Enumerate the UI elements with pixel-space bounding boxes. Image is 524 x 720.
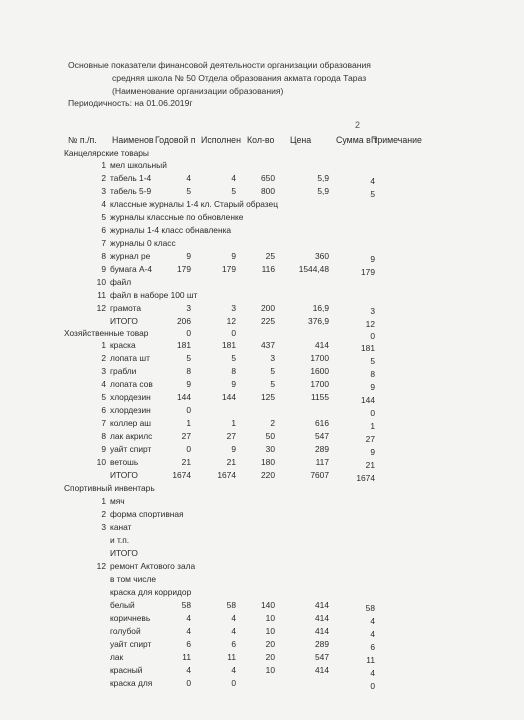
table-row: [0, 509, 524, 521]
cell-plan: 5: [186, 186, 191, 196]
cell-done: 9: [231, 251, 236, 261]
cell-done: 5: [231, 353, 236, 363]
row-number: 12: [96, 303, 106, 313]
row-name: ветошь: [110, 457, 139, 467]
cell-price: 5,9: [317, 186, 329, 196]
row-name: мел школьный: [110, 160, 167, 170]
table-row: [0, 199, 524, 211]
table-row: [0, 496, 524, 508]
cell-price: 1155: [310, 392, 329, 402]
row-name: в том числе: [110, 574, 157, 584]
cell-sum: 58: [365, 603, 375, 613]
cell-plan: 8: [186, 366, 191, 376]
row-name: ИТОГО: [110, 470, 138, 480]
cell-qty: 200: [261, 303, 275, 313]
cell-plan: 0: [186, 328, 191, 338]
cell-plan: 11: [182, 652, 191, 662]
cell-plan: 0: [186, 678, 191, 688]
table-row: [0, 678, 524, 690]
cell-sum: 1674: [356, 473, 375, 483]
doc-title-line1: Основные показатели финансовой деятельности организации образования: [68, 60, 371, 70]
row-number: 4: [101, 379, 106, 389]
table-row: [0, 444, 524, 456]
cell-price: 5,9: [317, 173, 329, 183]
row-name: и т.п.: [110, 535, 130, 545]
row-name: уайт спирт: [110, 444, 152, 454]
table-row: [0, 626, 524, 638]
cell-qty: 20: [265, 652, 275, 662]
cell-plan: 4: [186, 665, 191, 675]
cell-qty: 220: [261, 470, 275, 480]
row-number: 11: [97, 290, 106, 300]
row-name: Канцелярские товары: [64, 148, 149, 158]
cell-price: 1700: [310, 353, 329, 363]
doc-period: Периодичность: на 01.06.2019г: [68, 98, 193, 108]
table-row: [0, 366, 524, 378]
row-name: грабли: [110, 366, 137, 376]
cell-plan: 4: [186, 613, 191, 623]
cell-sum: 0: [370, 681, 375, 691]
cell-qty: 25: [265, 251, 275, 261]
row-name: хлордезин: [110, 392, 151, 402]
cell-price: 289: [315, 639, 329, 649]
row-number: 10: [96, 277, 106, 287]
cell-qty: 3: [270, 353, 275, 363]
cell-price: 289: [315, 444, 329, 454]
cell-sum: 5: [370, 189, 375, 199]
cell-plan: 9: [186, 379, 191, 389]
header-col-sum: Сумма в т: [336, 135, 378, 145]
cell-price: 1700: [310, 379, 329, 389]
row-name: лак: [110, 652, 124, 662]
cell-qty: 20: [265, 639, 275, 649]
row-name: коричневь: [110, 613, 151, 623]
cell-plan: 206: [177, 316, 191, 326]
cell-price: 414: [315, 340, 329, 350]
row-number: 3: [101, 522, 106, 532]
cell-price: 7607: [310, 470, 329, 480]
row-number: 1: [101, 496, 106, 506]
row-name: голубой: [110, 626, 141, 636]
cell-qty: 2: [270, 418, 275, 428]
cell-qty: 140: [261, 600, 275, 610]
cell-plan: 27: [181, 431, 191, 441]
row-name: журналы классные по обновленке: [110, 212, 244, 222]
cell-qty: 650: [261, 173, 275, 183]
section-row: [0, 328, 524, 340]
row-number: 3: [101, 186, 106, 196]
cell-done: 9: [231, 444, 236, 454]
cell-sum: 1: [370, 421, 375, 431]
cell-done: 4: [231, 173, 236, 183]
header-col-qty: Кол-во: [247, 135, 275, 145]
row-name: красный: [110, 665, 143, 675]
row-number: 8: [101, 251, 106, 261]
table-row: [0, 652, 524, 664]
cell-qty: 437: [261, 340, 275, 350]
row-name: лак акрилс: [110, 431, 153, 441]
cell-price: 547: [315, 431, 329, 441]
row-number: 12: [96, 561, 106, 571]
cell-done: 8: [231, 366, 236, 376]
row-number: 5: [101, 212, 106, 222]
section-row: [0, 148, 524, 160]
row-number: 5: [101, 392, 106, 402]
row-name: мяч: [110, 496, 125, 506]
cell-price: 616: [315, 418, 329, 428]
cell-plan: 1: [186, 418, 191, 428]
row-name: коллер аш: [110, 418, 152, 428]
row-number: 2: [101, 173, 106, 183]
table-row: [0, 340, 524, 352]
header-col-no: № п./п.: [68, 135, 97, 145]
cell-plan: 21: [181, 457, 191, 467]
cell-plan: 9: [186, 251, 191, 261]
header-col-price: Цена: [290, 135, 312, 145]
row-name: бумага А-4: [110, 264, 153, 274]
table-row: [0, 470, 524, 482]
cell-sum: 179: [361, 267, 375, 277]
row-name: лопата шт: [110, 353, 150, 363]
row-number: 1: [101, 340, 106, 350]
cell-qty: 125: [261, 392, 275, 402]
cell-sum: 0: [370, 408, 375, 418]
cell-done: 4: [231, 613, 236, 623]
row-number: 10: [96, 457, 106, 467]
cell-sum: 0: [370, 331, 375, 341]
cell-done: 6: [231, 639, 236, 649]
cell-done: 0: [231, 678, 236, 688]
cell-done: 179: [222, 264, 236, 274]
row-name: табель 5-9: [110, 186, 152, 196]
cell-sum: 144: [361, 395, 375, 405]
cell-done: 144: [222, 392, 236, 402]
table-row: [0, 561, 524, 573]
cell-sum: 5: [370, 356, 375, 366]
cell-done: 58: [226, 600, 236, 610]
cell-qty: 30: [265, 444, 275, 454]
cell-qty: 10: [265, 613, 275, 623]
table-row: [0, 160, 524, 172]
cell-price: 117: [315, 457, 329, 467]
table-row: [0, 316, 524, 328]
row-number: 6: [101, 405, 106, 415]
cell-done: 11: [227, 652, 236, 662]
row-number: 1: [101, 160, 106, 170]
table-row: [0, 405, 524, 417]
cell-sum: 9: [370, 254, 375, 264]
row-name: Хозяйственные товар: [64, 328, 149, 338]
table-row: [0, 431, 524, 443]
cell-done: 9: [231, 379, 236, 389]
cell-done: 27: [226, 431, 236, 441]
cell-sum: 11: [366, 655, 375, 665]
table-row: [0, 457, 524, 469]
row-name: лопата сов: [110, 379, 153, 389]
header-col-done: Исполнен: [201, 135, 241, 145]
cell-qty: 10: [265, 665, 275, 675]
cell-sum: 8: [370, 369, 375, 379]
row-name: ИТОГО: [110, 548, 138, 558]
cell-price: 376,9: [308, 316, 329, 326]
table-row: [0, 522, 524, 534]
cell-plan: 6: [186, 639, 191, 649]
cell-plan: 3: [186, 303, 191, 313]
cell-qty: 116: [261, 264, 275, 274]
row-number: 6: [101, 225, 106, 235]
cell-sum: 4: [370, 668, 375, 678]
row-number: 7: [101, 238, 106, 248]
table-row: [0, 173, 524, 185]
table-row: [0, 418, 524, 430]
header-col-plan: Годовой п: [155, 135, 196, 145]
row-name: файл: [110, 277, 132, 287]
cell-done: 21: [226, 457, 236, 467]
row-name: ремонт Актового зала: [110, 561, 196, 571]
table-row: [0, 392, 524, 404]
table-row: [0, 613, 524, 625]
header-col-name: Наименов: [112, 135, 154, 145]
row-name: классные журналы 1-4 кл. Старый образец: [110, 199, 279, 209]
row-name: канат: [110, 522, 132, 532]
cell-done: 5: [231, 186, 236, 196]
cell-plan: 144: [177, 392, 191, 402]
row-number: 2: [101, 509, 106, 519]
row-number: 3: [101, 366, 106, 376]
doc-title-line2: средняя школа № 50 Отдела образования акмата города Тараз: [112, 73, 367, 83]
row-name: форма спортивная: [110, 509, 184, 519]
cell-plan: 4: [186, 173, 191, 183]
cell-done: 0: [231, 328, 236, 338]
cell-qty: 50: [265, 431, 275, 441]
cell-plan: 181: [177, 340, 191, 350]
cell-price: 547: [315, 652, 329, 662]
section-row: [0, 483, 524, 495]
table-row: [0, 303, 524, 315]
table-row: [0, 186, 524, 198]
table-row: [0, 277, 524, 289]
row-name: журнал ре: [110, 251, 151, 261]
cell-done: 1: [231, 418, 236, 428]
table-row: [0, 379, 524, 391]
cell-sum: 27: [365, 434, 375, 444]
row-number: 8: [101, 431, 106, 441]
table-row: [0, 238, 524, 250]
cell-qty: 5: [270, 366, 275, 376]
row-name: краска для: [110, 678, 153, 688]
cell-sum: 3: [370, 306, 375, 316]
cell-plan: 58: [181, 600, 191, 610]
table-row: [0, 212, 524, 224]
row-number: 4: [101, 199, 106, 209]
cell-price: 1544,48: [298, 264, 329, 274]
cell-plan: 4: [186, 626, 191, 636]
cell-done: 181: [222, 340, 236, 350]
row-name: грамота: [110, 303, 142, 313]
cell-sum: 6: [370, 642, 375, 652]
cell-sum: 9: [370, 382, 375, 392]
table-row: [0, 587, 524, 599]
cell-price: 1600: [310, 366, 329, 376]
table-row: [0, 535, 524, 547]
row-number: 9: [101, 264, 106, 274]
cell-sum: 181: [361, 343, 375, 353]
doc-subtitle: (Наименование организации образования): [112, 86, 284, 96]
cell-plan: 1674: [172, 470, 191, 480]
header-col-note: Примечание: [371, 135, 422, 145]
row-name: Спортивный инвентарь: [64, 483, 155, 493]
row-name: краска для корридор: [110, 587, 192, 597]
table-row: [0, 665, 524, 677]
cell-plan: 0: [186, 444, 191, 454]
row-number: 9: [101, 444, 106, 454]
cell-done: 4: [231, 626, 236, 636]
table-row: [0, 264, 524, 276]
table-row: [0, 225, 524, 237]
row-name: файл в наборе 100 шт: [110, 290, 198, 300]
cell-sum: 4: [370, 616, 375, 626]
row-number: 2: [101, 353, 106, 363]
cell-qty: 10: [265, 626, 275, 636]
table-row: [0, 600, 524, 612]
cell-done: 3: [231, 303, 236, 313]
cell-qty: 5: [270, 379, 275, 389]
cell-sum: 12: [365, 319, 375, 329]
cell-sum: 9: [370, 447, 375, 457]
row-name: краска: [110, 340, 136, 350]
cell-price: 360: [315, 251, 329, 261]
row-name: журналы 1-4 класс обнавленка: [110, 225, 232, 235]
cell-price: 16,9: [312, 303, 329, 313]
cell-qty: 225: [261, 316, 275, 326]
table-row: [0, 251, 524, 263]
table-row: [0, 574, 524, 586]
row-number: 7: [101, 418, 106, 428]
cell-done: 4: [231, 665, 236, 675]
cell-sum: 4: [370, 629, 375, 639]
cell-plan: 0: [186, 405, 191, 415]
row-name: уайт спирт: [110, 639, 152, 649]
cell-plan: 5: [186, 353, 191, 363]
table-row: [0, 353, 524, 365]
row-name: журналы 0 класс: [110, 238, 176, 248]
cell-done: 12: [226, 316, 236, 326]
cell-sum: 4: [370, 176, 375, 186]
row-name: ИТОГО: [110, 316, 138, 326]
cell-qty: 180: [261, 457, 275, 467]
table-row: [0, 639, 524, 651]
cell-price: 414: [315, 600, 329, 610]
cell-sum: 21: [365, 460, 375, 470]
table-row: [0, 290, 524, 302]
row-name: табель 1-4: [110, 173, 152, 183]
row-name: хлордезин: [110, 405, 151, 415]
cell-price: 414: [315, 626, 329, 636]
cell-price: 414: [315, 665, 329, 675]
cell-done: 1674: [217, 470, 236, 480]
stray-handwritten-mark: 2: [355, 120, 361, 130]
row-name: белый: [110, 600, 135, 610]
cell-price: 414: [315, 613, 329, 623]
cell-qty: 800: [261, 186, 275, 196]
cell-plan: 179: [177, 264, 191, 274]
table-row: [0, 548, 524, 560]
